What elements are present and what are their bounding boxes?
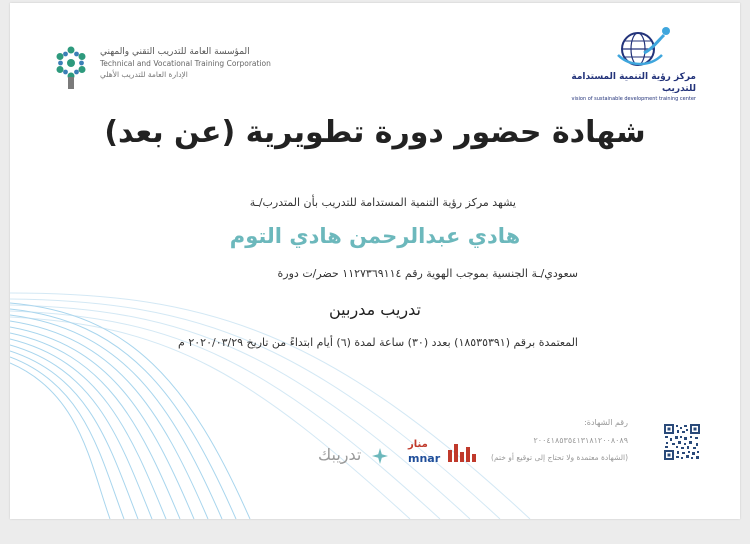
course-name: تدريب مدربين bbox=[329, 300, 421, 319]
cert-number: ٢٠٠٤١٨٥٣٥٤١٣١٨١٢٠٠٨٠٨٩ bbox=[533, 436, 628, 445]
left-org-name-ar: المؤسسة العامة للتدريب التقني والمهني bbox=[100, 47, 250, 57]
mnar-bars-icon bbox=[448, 442, 478, 464]
left-org-name-en: Technical and Vocational Training Corporation bbox=[100, 59, 271, 68]
cert-number-label: رقم الشهادة: bbox=[584, 418, 628, 427]
cert-note: (الشهادة معتمدة ولا تحتاج إلى توقيع أو ختم) bbox=[491, 453, 628, 462]
vision-center-logo bbox=[546, 25, 696, 103]
mnar-logo bbox=[408, 439, 488, 469]
mnar-logo-text-ar: منار bbox=[408, 439, 428, 450]
right-org-name-ar: مركز رؤية التنمية المستدامة للتدريب bbox=[571, 72, 696, 94]
right-org-name-en: vision of sustainable development training center bbox=[571, 96, 696, 102]
tadreebak-logo-text: تدريبك bbox=[318, 445, 362, 464]
details-line: المعتمدة برقم (١٨٥٣٥٣٩١) بعدد (٣٠) ساعة لمدة (٦) أيام ابتداءً من تاريخ ٢٠٢٠/٠٣/٢٩ م bbox=[178, 336, 578, 349]
certificate-page bbox=[10, 3, 740, 519]
star-icon bbox=[372, 448, 388, 464]
left-org-dept-ar: الإدارة العامة للتدريب الأهلي bbox=[100, 70, 188, 79]
mnar-logo-text-en: mnar bbox=[408, 452, 441, 465]
testify-line: يشهد مركز رؤية التنمية المستدامة للتدريب بأن المتدرب/ـة bbox=[249, 196, 516, 209]
qr-code-icon bbox=[664, 424, 700, 460]
certificate-title: شهادة حضور دورة تطويرية (عن بعد) bbox=[104, 115, 646, 150]
trainee-name: هادي عبدالرحمن هادي التوم bbox=[229, 224, 521, 248]
tvtc-emblem-icon bbox=[48, 41, 94, 91]
id-line: سعودي/ـة الجنسية بموجب الهوية رقم ١١٢٧٣٦٩١١٤ حضر/ت دورة bbox=[277, 267, 578, 280]
tvtc-logo bbox=[48, 41, 278, 91]
globe-figure-icon bbox=[610, 25, 674, 69]
